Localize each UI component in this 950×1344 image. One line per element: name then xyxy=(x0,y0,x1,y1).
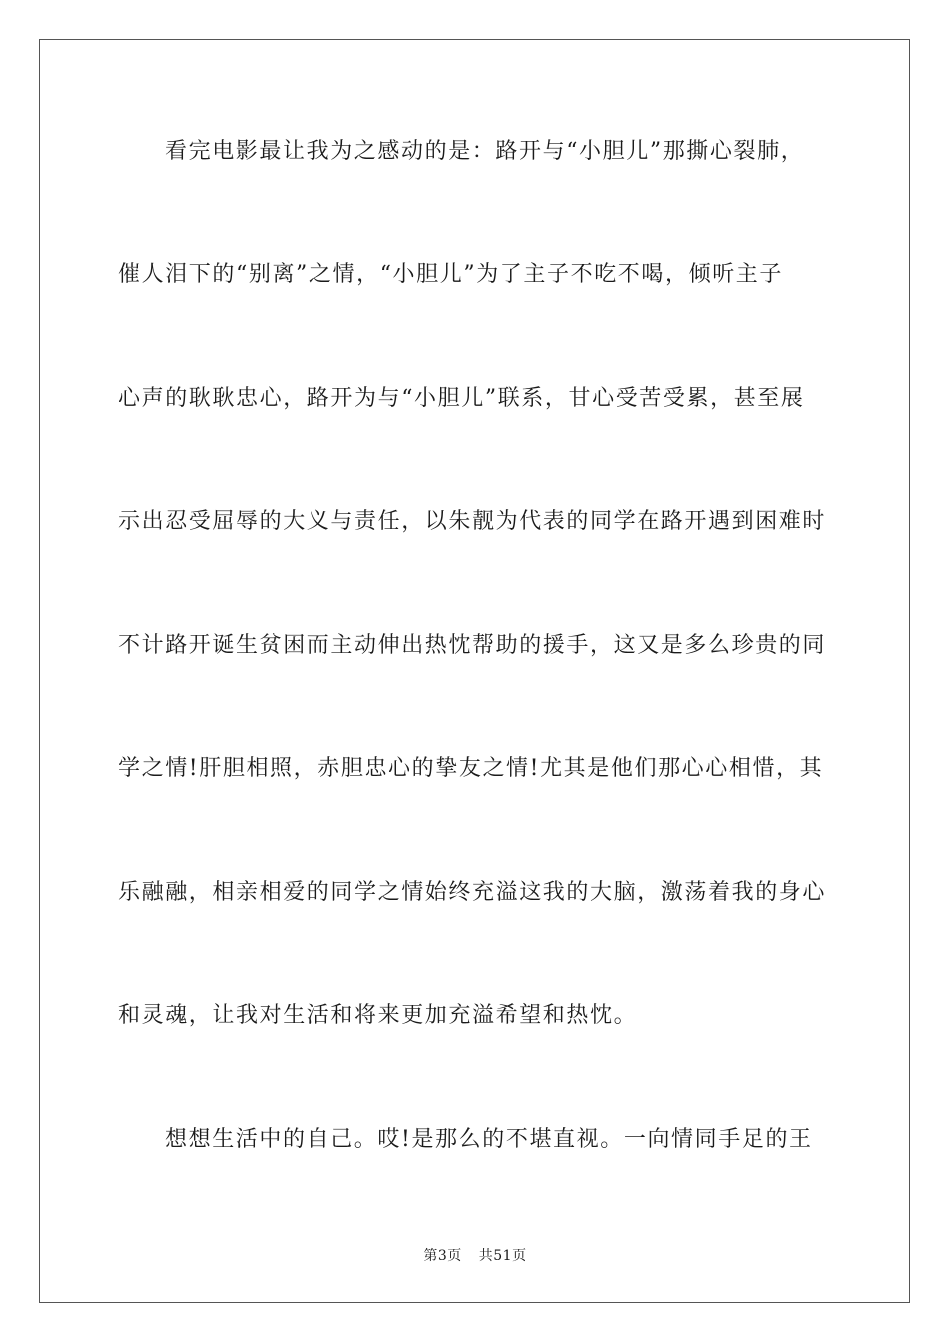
paragraph-1-line-3: 心声的耿耿忠心，路开为与“小胆儿”联系，甘心受苦受累，甚至展 xyxy=(118,386,805,411)
paragraph-2-line-1: 想想生活中的自己。哎!是那么的不堪直视。一向情同手足的王 xyxy=(165,1127,813,1152)
paragraph-1-line-1: 看完电影最让我为之感动的是：路开与“小胆儿”那撕心裂肺， xyxy=(165,139,805,164)
page-frame xyxy=(39,39,910,1303)
paragraph-1-line-4: 示出忍受屈辱的大义与责任，以朱靓为代表的同学在路开遇到困难时 xyxy=(118,509,827,534)
paragraph-1-line-2: 催人泪下的“别离”之情，“小胆儿”为了主子不吃不喝，倾听主子 xyxy=(118,262,783,287)
paragraph-1-line-8: 和灵魂，让我对生活和将来更加充溢希望和热忱。 xyxy=(118,1003,638,1028)
page-number-current: 第3页 xyxy=(423,1248,462,1264)
page-number-total: 共51页 xyxy=(478,1248,527,1264)
paragraph-1-line-7: 乐融融，相亲相爱的同学之情始终充溢这我的大脑，激荡着我的身心 xyxy=(118,880,827,905)
paragraph-1-line-5: 不计路开诞生贫困而主动伸出热忱帮助的援手，这又是多么珍贵的同 xyxy=(118,633,827,658)
paragraph-1-line-6: 学之情!肝胆相照，赤胆忠心的挚友之情!尤其是他们那心心相惜，其 xyxy=(118,756,824,781)
page-footer xyxy=(0,1246,950,1266)
